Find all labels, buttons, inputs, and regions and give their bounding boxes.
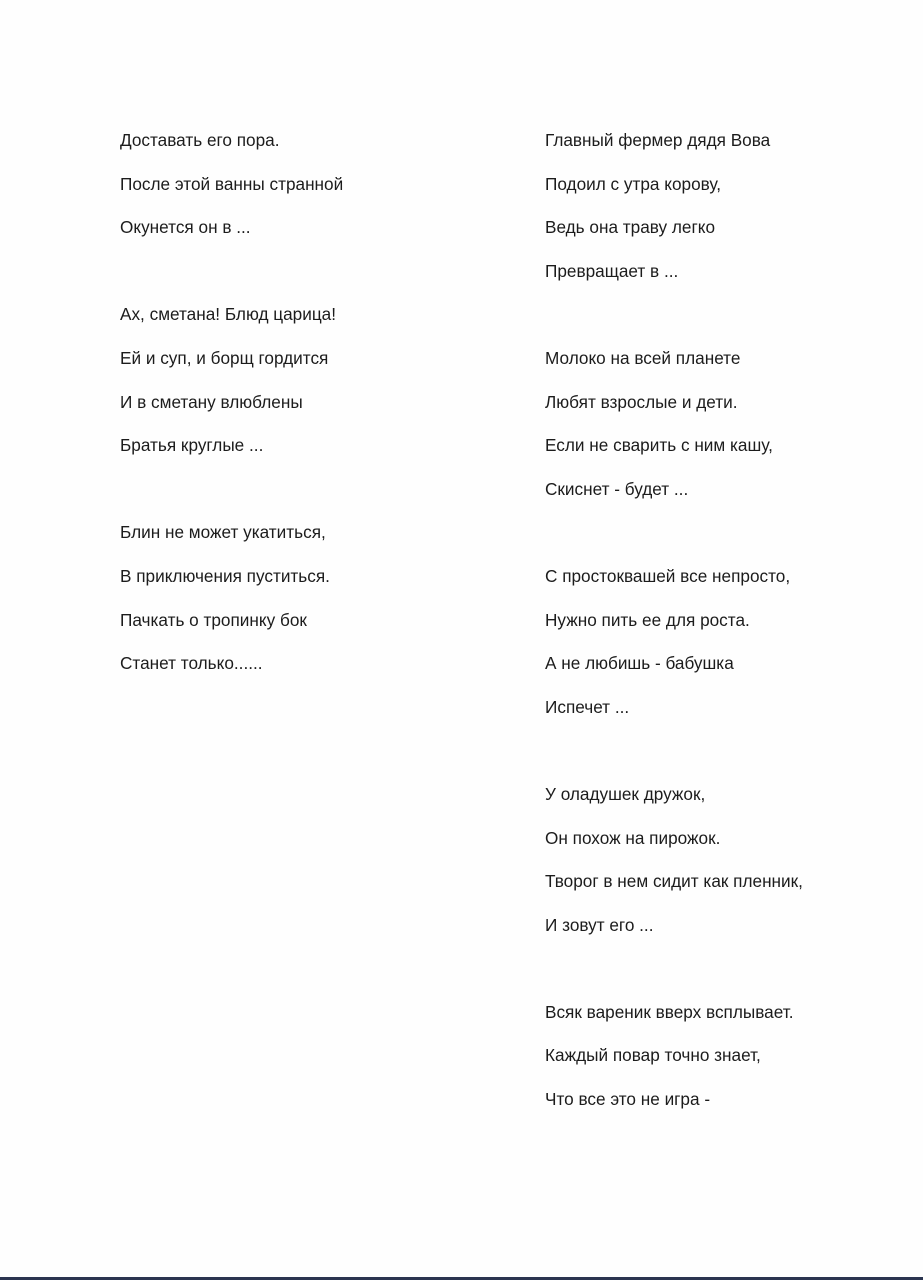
poem-line: С простоквашей все непросто, — [545, 565, 791, 586]
poem-line: Что все это не игра - — [545, 1089, 711, 1110]
poem-line: Подоил с утра корову, — [545, 173, 722, 194]
poem-line: Если не сварить с ним кашу, — [545, 435, 773, 456]
stanza-left-2 — [120, 303, 480, 477]
poem-line: Испечет ... — [545, 696, 630, 717]
poem-line: Он похож на пирожок. — [545, 827, 721, 848]
poem-line: Превращает в ... — [545, 260, 679, 281]
stanza-gap — [545, 303, 905, 347]
poem-line: Станет только...... — [120, 653, 263, 674]
stanza-gap — [545, 521, 905, 565]
poem-line: Главный фермер дядя Вова — [545, 130, 771, 150]
stanza-gap — [120, 478, 480, 522]
poem-line: Скиснет - будет ... — [545, 478, 689, 499]
poem-line: Любят взрослые и дети. — [545, 391, 738, 412]
poem-line: Пачкать о тропинку бок — [120, 609, 307, 630]
right-column — [545, 129, 905, 1132]
poem-line: Нужно пить ее для роста. — [545, 609, 750, 630]
poem-line: У оладушек дружок, — [545, 783, 706, 804]
stanza-right-4 — [545, 783, 905, 957]
stanza-right-3 — [545, 565, 905, 739]
stanza-gap — [120, 260, 480, 304]
left-column — [120, 129, 480, 696]
stanza-left-3 — [120, 521, 480, 695]
stanza-right-5 — [545, 1001, 905, 1132]
poem-line: И в сметану влюблены — [120, 391, 303, 412]
poem-line: Ведь она траву легко — [545, 217, 716, 238]
stanza-right-1 — [545, 129, 905, 303]
poem-line: Братья круглые ... — [120, 435, 264, 456]
stanza-gap — [545, 957, 905, 1001]
stanza-left-1 — [120, 129, 480, 260]
stanza-gap — [545, 739, 905, 783]
poem-line: После этой ванны странной — [120, 173, 344, 194]
poem-line: А не любишь - бабушка — [545, 653, 734, 674]
poem-line: Доставать его пора. — [120, 130, 280, 150]
poem-line: Творог в нем сидит как пленник, — [545, 871, 803, 892]
poem-line: Ах, сметана! Блюд царица! — [120, 304, 337, 325]
poem-line: В приключения пуститься. — [120, 565, 330, 586]
poem-line: Ей и суп, и борщ гордится — [120, 347, 329, 368]
poem-line: Каждый повар точно знает, — [545, 1045, 761, 1066]
poem-line: И зовут его ... — [545, 914, 654, 935]
stanza-right-2 — [545, 347, 905, 521]
poem-line: Всяк вареник вверх всплывает. — [545, 1001, 794, 1022]
poem-line: Окунется он в ... — [120, 217, 251, 238]
poem-line: Блин не может укатиться, — [120, 522, 326, 543]
poem-line: Молоко на всей планете — [545, 347, 741, 368]
